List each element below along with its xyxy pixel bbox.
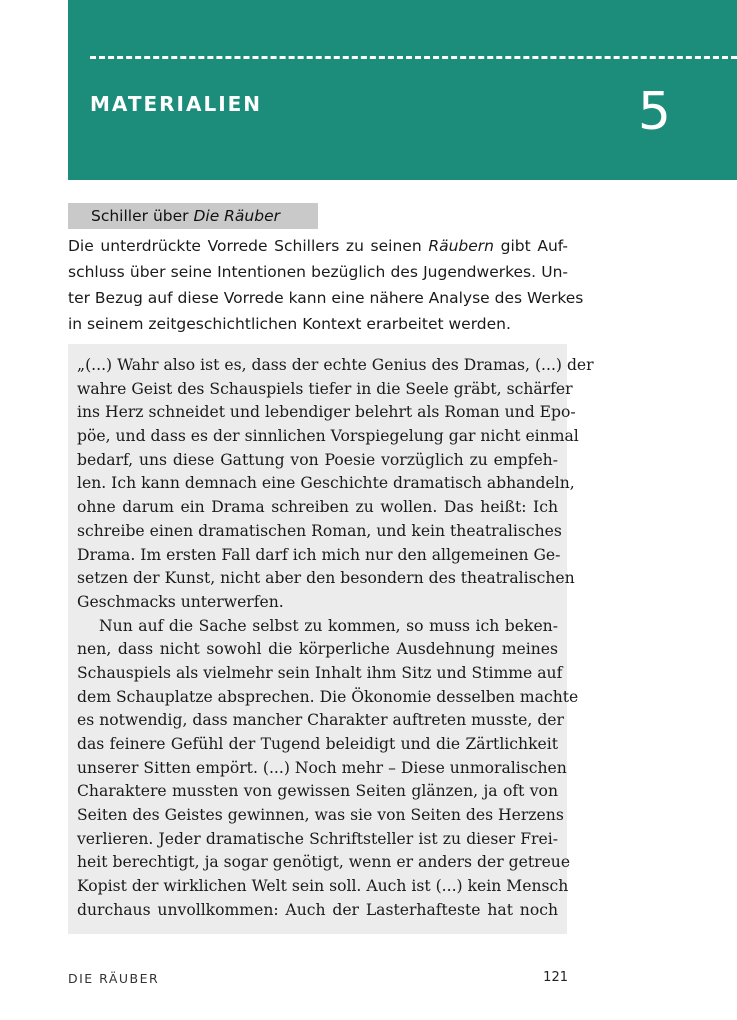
- intro-line: Die unterdrückte Vorrede Schillers zu seinen Räubern gibt Auf-: [68, 237, 568, 255]
- quote-line: Drama. Im ersten Fall darf ich mich nur den allgemeinen Ge-: [77, 545, 561, 564]
- quote-line: heit berechtigt, ja sogar genötigt, wenn er anders der getreue: [77, 853, 571, 872]
- intro-line: schluss über seine Intentionen bezüglich des Jugendwerkes. Un-: [68, 263, 568, 281]
- quote-line: wahre Geist des Schauspiels tiefer in die Seele gräbt, schärfer: [77, 379, 573, 398]
- intro-italic-work: Räubern: [428, 237, 494, 255]
- quote-line: durchaus unvollkommen: Auch der Lasterhafteste hat noch: [77, 900, 558, 919]
- quote-line: dem Schauplatze absprechen. Die Ökonomie desselben machte: [77, 687, 579, 706]
- intro-paragraph: [68, 233, 584, 337]
- quote-line: bedarf, uns diese Gattung von Poesie vorzüglich zu empfeh-: [77, 450, 558, 469]
- quote-line: pöe, und dass es der sinnlichen Vorspiegelung gar nicht einmal: [77, 427, 579, 446]
- section-title: MATERIALIEN: [90, 92, 263, 116]
- quote-line: setzen der Kunst, nicht aber den besondern des theatralischen: [77, 569, 575, 588]
- chapter-number: 5: [637, 82, 671, 142]
- quote-line: Geschmacks unterwerfen.: [77, 592, 284, 611]
- subhead: [68, 203, 318, 229]
- quote-line: Schauspiels als vielmehr sein Inhalt ihm Sitz und Stimme auf: [77, 663, 563, 682]
- quote-line: ins Herz schneidet und lebendiger belehrt als Roman und Epo-: [77, 403, 576, 422]
- quote-line: es notwendig, dass mancher Charakter auftreten musste, der: [77, 711, 564, 730]
- quote-box: [68, 344, 594, 934]
- quote-line: len. Ich kann demnach eine Geschichte dramatisch abhandeln,: [77, 474, 575, 493]
- subhead-prefix: Schiller über: [91, 207, 194, 225]
- subhead-italic-title: Die Räuber: [193, 207, 280, 225]
- quote-line: Kopist der wirklichen Welt sein soll. Auch ist (...) kein Mensch: [77, 877, 569, 896]
- quote-line: Nun auf die Sache selbst zu kommen, so muss ich beken-: [99, 616, 558, 635]
- chapter-header-band: [68, 0, 737, 180]
- quote-line: verlieren. Jeder dramatische Schriftsteller ist zu dieser Frei-: [77, 829, 558, 848]
- quote-line: ohne darum ein Drama schreiben zu wollen. Das heißt: Ich: [77, 498, 558, 517]
- intro-line: in seinem zeitgeschichtlichen Kontext erarbeitet werden.: [68, 315, 511, 333]
- page-number: 121: [543, 970, 568, 985]
- quote-line: „(...) Wahr also ist es, dass der echte Genius des Dramas, (...) der: [77, 356, 594, 374]
- quote-line: Charaktere mussten von gewissen Seiten glänzen, ja oft von: [77, 782, 558, 801]
- intro-line: ter Bezug auf diese Vorrede kann eine nähere Analyse des Werkes: [68, 289, 584, 307]
- quote-line: Seiten des Geistes gewinnen, was sie von Seiten des Herzens: [77, 806, 564, 825]
- quote-line: nen, dass nicht sowohl die körperliche Ausdehnung meines: [77, 640, 558, 659]
- dashed-rule: [90, 56, 737, 59]
- quote-line: unserer Sitten empört. (...) Noch mehr – Diese unmoralischen: [77, 758, 567, 777]
- footer-book-title: DIE RÄUBER: [68, 971, 160, 986]
- quote-line: das feinere Gefühl der Tugend beleidigt und die Zärtlichkeit: [77, 735, 558, 753]
- quote-line: schreibe einen dramatischen Roman, und kein theatralisches: [77, 521, 562, 540]
- quote-text: [77, 354, 594, 923]
